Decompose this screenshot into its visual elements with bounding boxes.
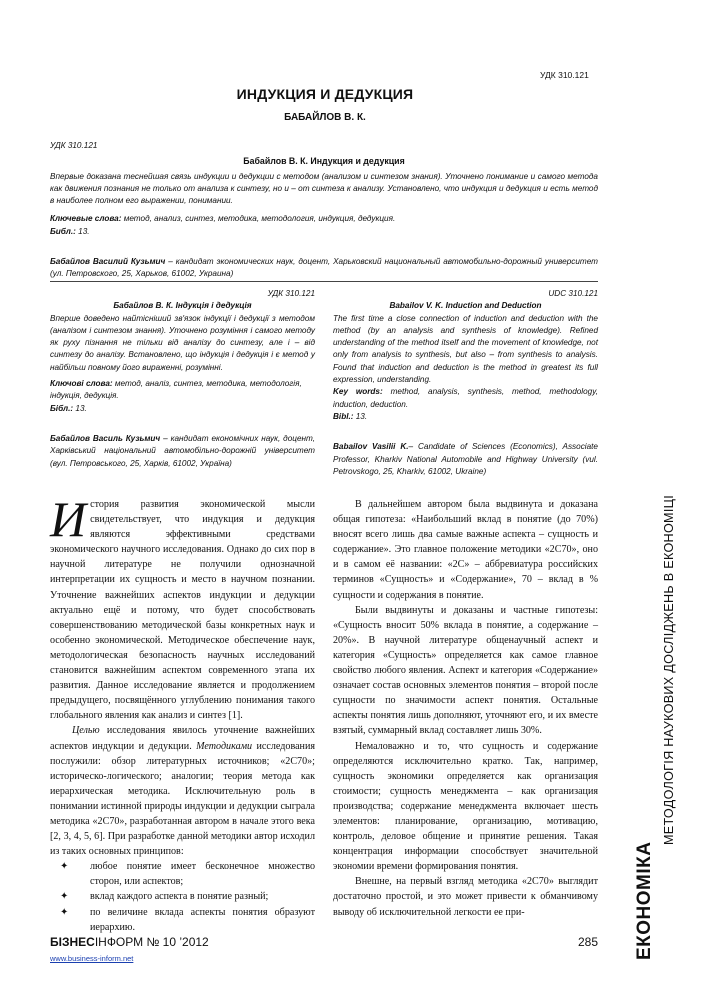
paragraph: В дальнейшем автором была выдвинута и доказана общая гипотеза: «Наибольший вклад в понятие (до 70%) вносят всего лишь два самые важные аспекта – сущность и содержание». Это главное положение методики «2С70», оно и в самом её названии: «2С» – аббревиатура российских терминов «Сущность» и «Содержание», 70 – вклад в % сущности и содержания в понятие. (333, 499, 598, 601)
ua-text: Вперше доведено найтісніший зв'язок індукції і дедукції з методом (аналізом і синтезом знання). Уточнено розуміння і самого методу як руху пізнання не тільки від аналізу до синтезу, але і – від синтезу до аналізу. Встановлено, що індукція і дедукція і є метод у найбільш повному його вираженні, розумінні. (50, 313, 315, 372)
en-heading: Babailov V. K. Induction and Deduction (389, 301, 542, 311)
drop-cap: И (50, 491, 87, 547)
ua-heading: Бабайлов В. К. Індукція і дедукція (113, 301, 252, 311)
journal-url-link[interactable]: www.business-inform.net (50, 954, 134, 963)
ua-bibl (50, 403, 315, 415)
en-keywords (333, 386, 598, 411)
ua-keywords (50, 378, 315, 403)
intro-text: стория развития экономической мысли свидетельствует, что индукция и дедукция являются эффективными средствами экономического научного исследования. Однако до сих пор в научной литературе не получили однозначной интерпретации их сущность и место в научном познании. Уточнение важнейших аспектов индукции и дедукции актуально ещё и потому, что будет способствовать совершенствованию методической базы конкретных наук и особенно экономической. Методическое обеспечение наук, методологическая безопасность научных исследований становится важнейшим аспектом современного этапа их развития. Данное исследование является и продолжением предыдущего, посвящённого углублению понимания такого глобального явления как анализ и синтез [1]. (50, 499, 315, 722)
article-author: БАБАЙЛОВ В. К. (284, 112, 366, 123)
ru-bib-text: 13. (75, 226, 90, 236)
section-subtitle: МЕТОДОЛОГІЯ НАУКОВИХ ДОСЛІДЖЕНЬ В ЕКОНОМІЦІ (662, 494, 676, 845)
ru-udk: УДК 310.121 (50, 141, 98, 150)
ru-bibl (50, 226, 598, 238)
intro-paragraph (50, 491, 315, 723)
ru-abstract (50, 140, 598, 281)
ru-author-info (50, 256, 598, 281)
aims-text-a: исследования явилось уточнение важнейших аспектов индукции и дедукции. (50, 725, 315, 752)
aims-em: Целью (72, 725, 100, 737)
ru-author-text: – кандидат экономических наук, доцент, Харьковский национальный автомобильно-дорожный университет (ул. Петровского, 25, Харьков, 61002, Украина) (50, 257, 598, 279)
ru-keywords (50, 213, 598, 225)
ua-author-name: Бабайлов Василь Кузьмич (50, 433, 161, 443)
journal-name-bold: БІЗНЕС (50, 935, 95, 949)
divider-line (50, 281, 598, 282)
en-bib-label: Bibl.: (333, 411, 354, 421)
en-kw-text: method, analysis, synthesis, method, methodology, induction, deduction. (333, 387, 598, 409)
principles-list (50, 859, 315, 934)
en-author-name: Babailov Vasilii K. (333, 442, 409, 452)
en-udk: UDC 310.121 (548, 289, 598, 298)
list-item: ✦ вклад каждого аспекта в понятие разный; (90, 889, 315, 904)
en-kw-label: Key words: (333, 387, 383, 397)
ru-heading: Бабайлов В. К. Индукция и дедукция (243, 156, 405, 167)
ua-author-info (50, 433, 315, 470)
ru-bib-label: Библ.: (50, 226, 76, 236)
en-bib-text: 13. (353, 411, 368, 421)
aims-text-b: исследования послужили: обзор литературных источников; «2С70»; историческо-логического; аналогии; теория метода как иерархическая методика. Исключительную роль в понимании истинной природы индукции и дедукции сыграла методика «2С70», разработанная автором в начале этого века [2, 3, 4, 5, 6]. При разработке данной методики автор исходил из таких основных принципов: (50, 740, 316, 858)
journal-name (50, 935, 209, 949)
methods-em: Методиками (196, 740, 253, 752)
ru-text: Впервые доказана теснейшая связь индукции и дедукции с методом (анализом и синтезом знания). Уточнено понимание и самого метода как движения познания не только от анализа к синтезу, но и – от синтеза к анализу. Установлено, что индукция и дедукция и есть метод в наиболее полном его выражении, понимании. (50, 171, 598, 206)
ua-kw-label: Ключові слова: (50, 379, 113, 389)
ua-kw-text: метод, аналіз, синтез, методика, методологія, індукція, дедукція. (50, 379, 302, 401)
ua-udk: УДК 310.121 (267, 289, 315, 298)
en-bibl (333, 411, 598, 423)
ru-author-name: Бабайлов Василий Кузьмич (50, 257, 166, 267)
ua-bib-text: 13. (73, 403, 87, 413)
ru-kw-label: Ключевые слова: (50, 214, 122, 224)
page-number: 285 (578, 935, 599, 949)
ua-author-text: – кандидат економічних наук, доцент, Харківський національний автомобільно-дорожній університет (вул. Петровського, 25, Харків, 61002, Україна) (50, 433, 316, 468)
article-title: ИНДУКЦИЯ И ДЕДУКЦИЯ (236, 86, 414, 102)
paragraph: Немаловажно и то, что сущность и содержание определяются исключительно кратко. Так, например, сущность экономики определяется как организация стоимости; сущность менеджмента – как организация производства; содержание менеджмента включает шесть элементов: планирование, организацию, мотивацию, контроль, деловое общение и принятие решения. Такая концентрация информации способствует значительной экономии времени формирования понятия. (333, 740, 598, 873)
list-item: ✦ любое понятие имеет бесконечное множество сторон, или аспектов; (90, 859, 315, 889)
main-right-column (333, 497, 598, 920)
aims-paragraph (50, 723, 315, 859)
en-author-info (333, 441, 598, 478)
section-label: ЕКОНОМІКА (634, 841, 655, 960)
journal-name-rest: ІНФОРМ № 10 ’2012 (94, 935, 209, 949)
main-left-column (50, 491, 316, 935)
udk-top: УДК 310.121 (540, 70, 589, 80)
list-item: ✦ по величине вклада аспекты понятия образуют иерархию. (90, 905, 315, 935)
en-text: The first time a close connection of induction and deduction with the method (by an analysis and synthesis of knowledge). Refined understanding of the method itself and the movement of knowledge, not only from analysis to synthesis, but also – from synthesis to analysis. Found that induction and deduction is the method in greatest its full expression, understanding. (333, 313, 598, 385)
paragraph: Внешне, на первый взгляд методика «2С70» выглядит достаточно простой, и это может привести к обманчивому выводу об исключительной легкости ее при- (333, 876, 598, 918)
ua-abstract (50, 288, 315, 470)
en-author-text: – Candidate of Sciences (Economics), Associate Professor, Kharkiv National Automobile and Highway University (vul. Petrovskogo, 25, Kharkiv, 61002, Ukraine) (333, 442, 598, 476)
paragraph: Были выдвинуты и доказаны и частные гипотезы: «Сущность вносит 50% вклада в понятие, а содержание – 20%». В научной литературе общенаучный аспект и категория «Сущность» определяется как самое главное свойство любого явления. Аспект и категория «Содержание» означает состав основных элементов понятия – второй после сущности по значимости аспект понятия. Остальные аспекты понятия лишь дополняют, уточняют его, и их вместе взятый, суммарный вклад составляет лишь 30%. (333, 604, 598, 737)
ru-kw-text: метод, анализ, синтез, методика, методология, индукция, дедукция. (121, 214, 396, 224)
ua-bib-label: Бібл.: (50, 403, 74, 413)
en-abstract (333, 288, 598, 478)
